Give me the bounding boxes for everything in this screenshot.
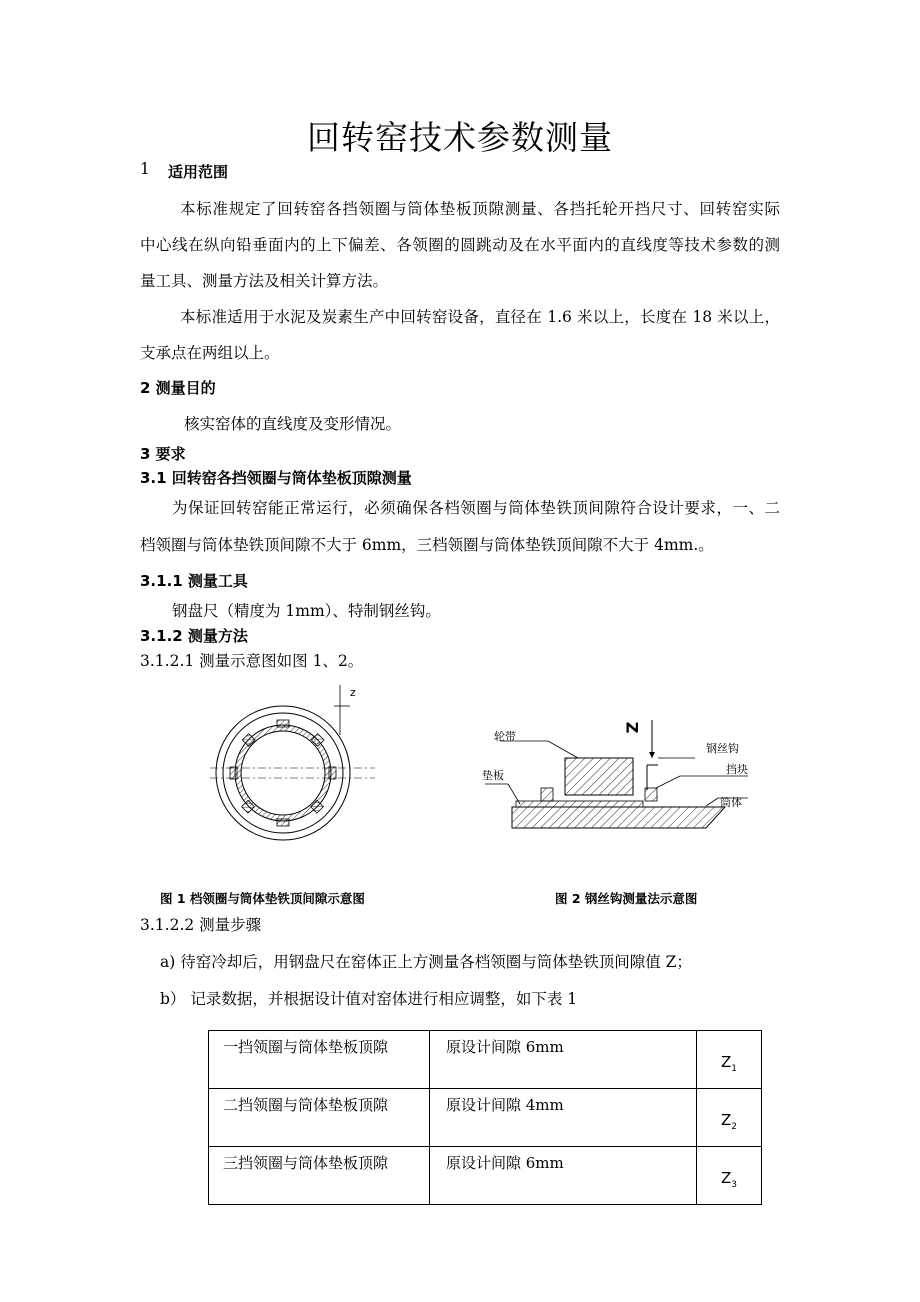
section-3-1-2-1-line: 3.1.2.1 测量示意图如图 1、2。: [140, 652, 364, 670]
table-cell-name: 三挡领圈与筒体垫板顶隙: [209, 1147, 430, 1205]
section-3-1-2-heading: 3.1.2 测量方法: [140, 627, 248, 645]
s1-p1-line3: 量工具、测量方法及相关计算方法。: [140, 272, 389, 290]
fig1-z-label: z: [350, 686, 356, 699]
s3-p-line2: 档领圈与筒体垫铁顶间隙不大于 6mm，三档领圈与筒体垫铁顶间隙不大于 4mm.。: [140, 536, 714, 554]
section-3-1-1-text: 钢盘尺（精度为 1mm）、特制钢丝钩。: [172, 602, 441, 620]
figure-2-caption: 图 2 钢丝钩测量法示意图: [555, 891, 698, 906]
section-1-heading: 适用范围: [168, 163, 229, 181]
page-title: 回转窑技术参数测量: [307, 118, 613, 157]
fig2-label-dangkuai: 挡块: [726, 763, 748, 776]
table-cell-name: 二挡领圈与筒体垫板顶隙: [209, 1089, 430, 1147]
s1-p1-line2: 中心线在纵向铅垂面内的上下偏差、各领圈的圆跳动及在水平面内的直线度等技术参数的测: [140, 236, 780, 254]
fig1-shell-inner: [241, 731, 325, 815]
figure-1-diagram: [200, 680, 380, 880]
table-cell-z: $Z_2$: [697, 1089, 762, 1147]
fig2-tyre: [565, 758, 633, 795]
section-2-text: 核实窑体的直线度及变形情况。: [184, 415, 402, 433]
s1-p1-line1: 本标准规定了回转窑各挡领圈与筒体垫板顶隙测量、各挡托轮开挡尺寸、回转窑实际: [180, 200, 780, 218]
steps-heading: 3.1.2.2 测量步骤: [140, 916, 262, 934]
gap-table: [208, 1030, 762, 1205]
fig2-label-tongti: 筒体: [720, 796, 742, 809]
fig2-stop-block-left: [541, 788, 553, 801]
fig2-z-arrowhead: [649, 752, 655, 758]
s1-p2-line2: 支承点在两组以上。: [140, 344, 280, 362]
table-cell-design: 原设计间隙 6mm: [430, 1031, 697, 1089]
fig2-leader-tongti: [706, 798, 718, 806]
table-cell-design: 原设计间隙 6mm: [430, 1147, 697, 1205]
fig2-leader-dangkuai: [656, 776, 680, 788]
section-1-number: 1: [140, 160, 150, 178]
section-2-heading: 2 测量目的: [140, 379, 216, 397]
table-row: [209, 1031, 762, 1089]
section-3-heading: 3 要求: [140, 445, 186, 463]
fig2-leader-lundai: [548, 741, 578, 758]
fig2-shell: [512, 807, 725, 828]
table-row: [209, 1089, 762, 1147]
s3-p-line1: 为保证回转窑能正常运行，必须确保各档领圈与筒体垫铁顶间隙符合设计要求，一、二: [172, 499, 780, 517]
section-3-1-1-heading: 3.1.1 测量工具: [140, 572, 248, 590]
table-cell-z: $Z_3$: [697, 1147, 762, 1205]
fig2-pad-plate: [516, 801, 643, 807]
fig2-leader-dianban: [508, 784, 520, 804]
table-cell-name: 一挡领圈与筒体垫板顶隙: [209, 1031, 430, 1089]
step-a: a) 待窑冷却后，用钢盘尺在窑体正上方测量各档领圈与筒体垫铁顶间隙值 Z；: [160, 953, 692, 971]
fig2-label-dianban: 垫板: [482, 769, 504, 782]
table-cell-design: 原设计间隙 4mm: [430, 1089, 697, 1147]
table-cell-z: $Z_1$: [697, 1031, 762, 1089]
fig2-label-gangsigou: 钢丝钩: [706, 742, 739, 755]
section-3-1-heading: 3.1 回转窑各挡领圈与筒体垫板顶隙测量: [140, 469, 412, 487]
fig2-label-lundai: 轮带: [494, 730, 516, 743]
s1-p2-line1: 本标准适用于水泥及炭素生产中回转窑设备，直径在 1.6 米以上，长度在 18 米以上，: [180, 308, 780, 326]
step-b: b） 记录数据，并根据设计值对窑体进行相应调整，如下表 1: [160, 990, 578, 1008]
table-row: [209, 1147, 762, 1205]
fig2-z-label: Z: [622, 721, 642, 734]
figure-1-caption: 图 1 档领圈与筒体垫铁顶间隙示意图: [160, 891, 365, 906]
